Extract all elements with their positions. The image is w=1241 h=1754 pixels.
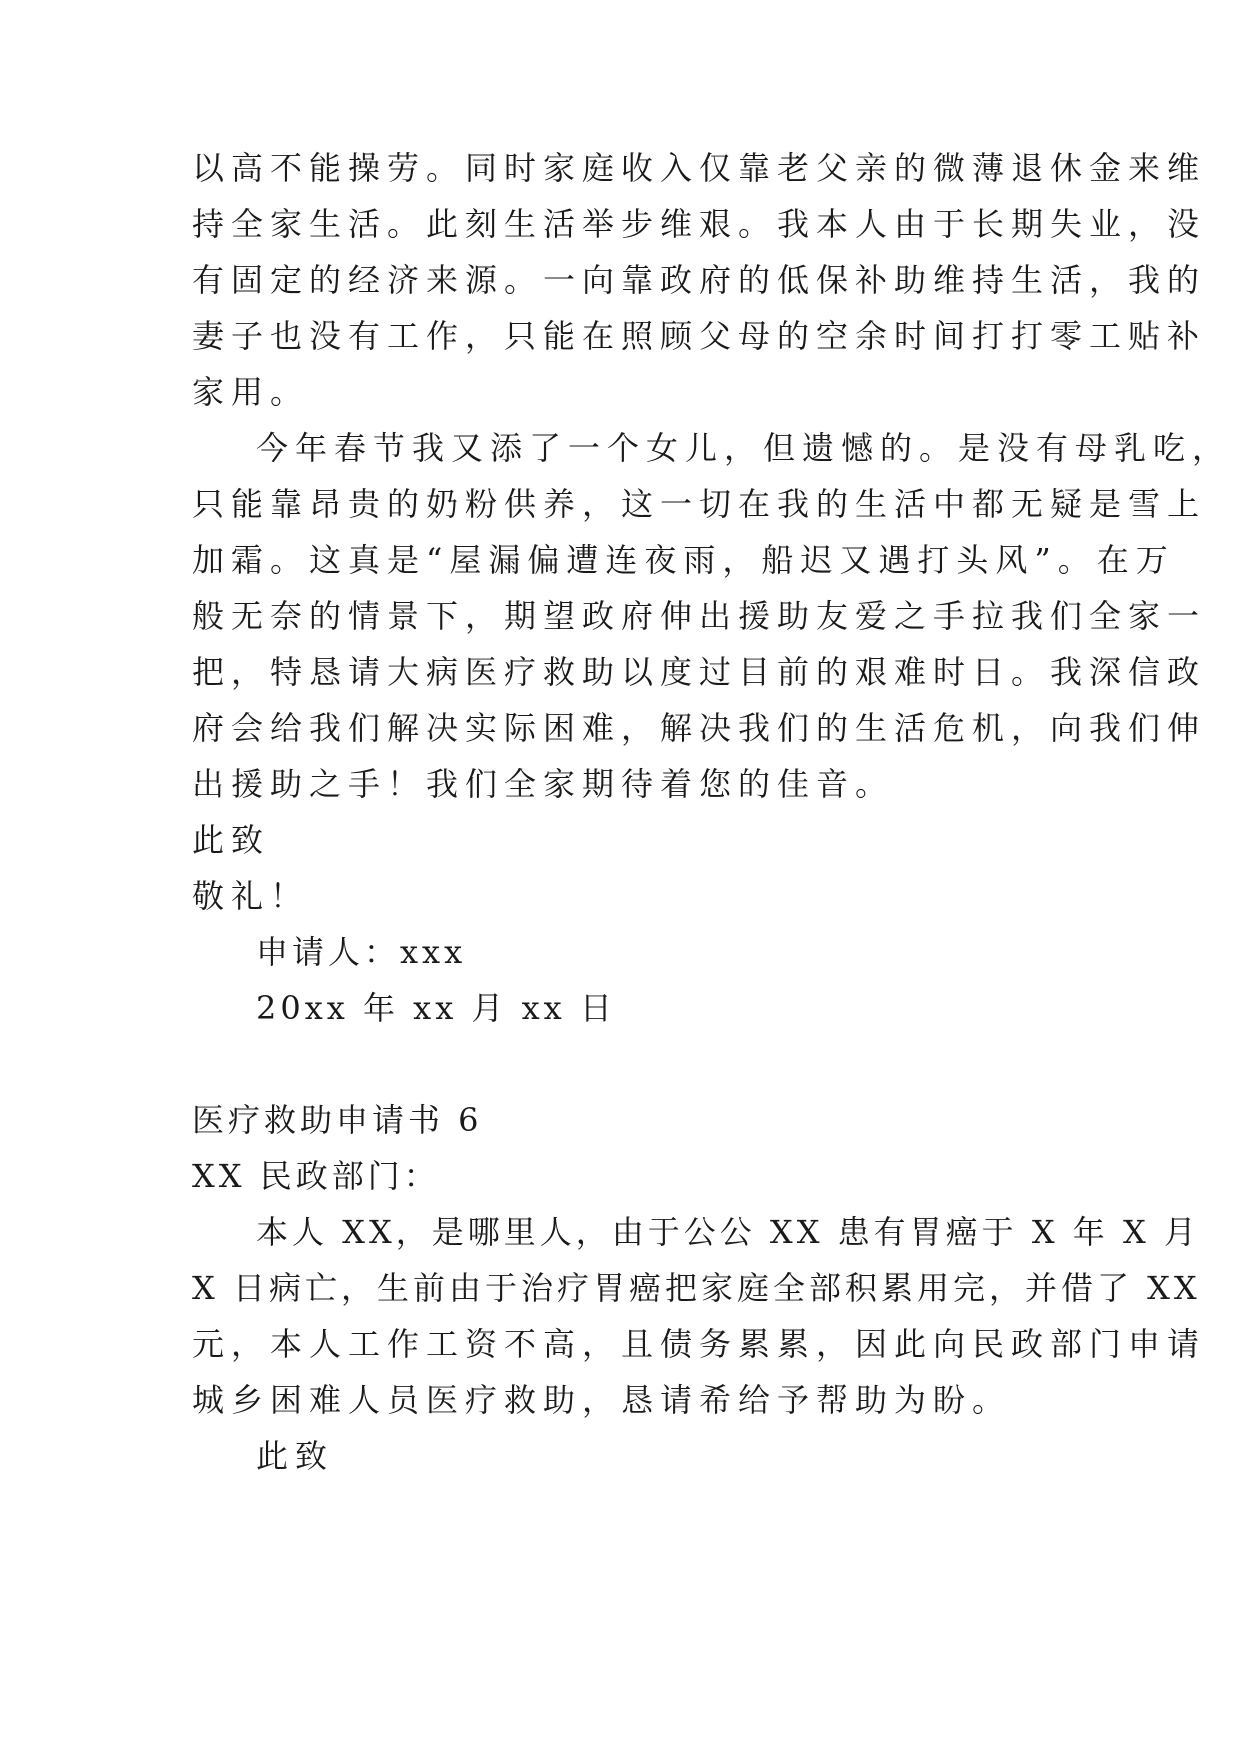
salute-text: 敬礼！ [192,877,310,915]
body-text-line: 城乡困难人员医疗救助，恳请希给予帮助为盼。 [192,1381,1012,1419]
body-text-line: 家用。 [192,373,310,411]
body-text-line: 元，本人工作工资不高，且债务累累，因此向民政部门申请 [192,1325,1207,1363]
date-line: 20xx 年 xx 月 xx 日 [256,989,616,1027]
body-text-line: 加霜。这真是“屋漏偏遭连夜雨，船迟又遇打头风”。在万 [192,541,1175,579]
body-text-line: 以高不能操劳。同时家庭收入仅靠老父亲的微薄退休金来维 [192,149,1207,187]
body-text-line: 妻子也没有工作，只能在照顾父母的空余时间打打零工贴补 [192,317,1207,355]
body-text-line: 本人 XX，是哪里人，由于公公 XX 患有胃癌于 X 年 X 月 [256,1213,1200,1251]
addressee-line: XX 民政部门： [192,1157,440,1195]
closing-text: 此致 [256,1437,335,1475]
body-text-line: 出援助之手！我们全家期待着您的佳音。 [192,765,895,803]
body-text-line: 只能靠昂贵的奶粉供养，这一切在我的生活中都无疑是雪上 [192,485,1207,523]
closing-text: 此致 [192,821,271,859]
body-text-line: 般无奈的情景下，期望政府伸出援助友爱之手拉我们全家一 [192,597,1207,635]
signature-line: 申请人：xxx [256,933,467,971]
section-title: 医疗救助申请书 6 [192,1101,483,1139]
body-text-line: 把，特恳请大病医疗救助以度过目前的艰难时日。我深信政 [192,653,1207,691]
body-text-line: 今年春节我又添了一个女儿，但遗憾的。是没有母乳吃， [256,429,1232,467]
body-text-line: 持全家生活。此刻生活举步维艰。我本人由于长期失业，没 [192,205,1207,243]
body-text-line: X 日病亡，生前由于治疗胃癌把家庭全部积累用完，并借了 XX [192,1269,1201,1307]
body-text-line: 府会给我们解决实际困难，解决我们的生活危机，向我们伸 [192,709,1207,747]
document-page [192,0,1232,1754]
body-text-line: 有固定的经济来源。一向靠政府的低保补助维持生活，我的 [192,261,1207,299]
